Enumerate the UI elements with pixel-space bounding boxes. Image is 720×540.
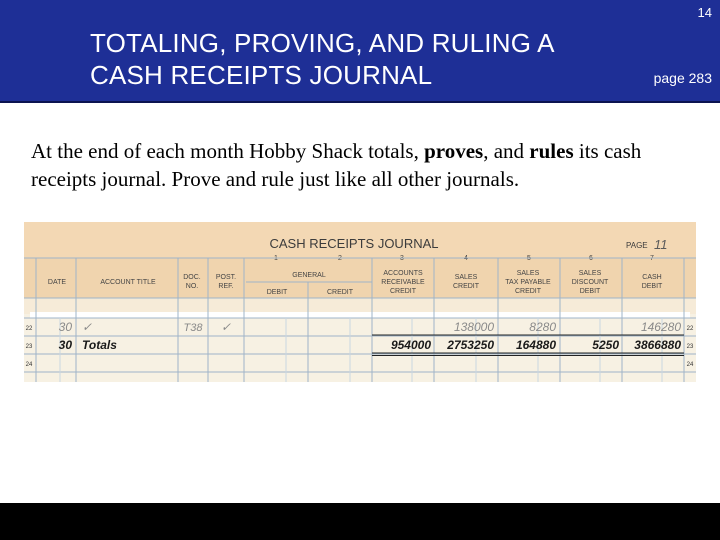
header-sdd-2: DISCOUNT — [571, 279, 609, 286]
body-text-part-1: At the end of each month Hobby Shack totals, — [31, 139, 425, 163]
body-bold-rules: rules — [529, 139, 574, 163]
header-general-credit: CREDIT — [326, 289, 354, 296]
line-number-24: 24 — [25, 362, 33, 368]
journal-page-label: PAGE — [626, 241, 648, 250]
header-sales-2: CREDIT — [452, 283, 480, 290]
header-doc-no-1: DOC. — [183, 274, 201, 281]
row-22-doc: T38 — [183, 322, 203, 334]
header-post-ref-2: REF. — [218, 283, 234, 290]
slide-title-line-2: CASH RECEIPTS JOURNAL — [90, 60, 433, 90]
page-reference: page 283 — [653, 70, 712, 86]
header-sdd-3: DEBIT — [579, 288, 601, 295]
col-number-2: 2 — [338, 255, 342, 262]
row-22-post-check: ✓ — [220, 320, 232, 334]
line-number-23-right: 23 — [686, 344, 694, 350]
row-22-cash-debit: 146280 — [640, 320, 681, 334]
header-ar-2: RECEIVABLE — [381, 279, 425, 286]
journal-highlight-strip — [30, 312, 690, 318]
line-number-24-right: 24 — [686, 362, 694, 368]
header-general: GENERAL — [292, 272, 326, 279]
col-number-6: 6 — [589, 255, 593, 262]
col-number-4: 4 — [464, 255, 468, 262]
col-number-5: 5 — [527, 255, 531, 262]
header-sales-1: SALES — [454, 274, 478, 281]
journal-page-number: 11 — [654, 237, 668, 252]
body-paragraph — [31, 137, 701, 193]
slide-title — [90, 27, 555, 91]
body-text-part-3: its cash receipts journal. Prove and rule just like all other journals. — [31, 139, 642, 191]
cash-receipts-journal — [24, 222, 696, 382]
row-23-ar-credit: 954000 — [390, 338, 431, 352]
row-23-totals-label: Totals — [82, 338, 117, 352]
slide-number: 14 — [697, 5, 712, 20]
row-22-tax-credit: 8280 — [529, 320, 556, 334]
col-number-7: 7 — [650, 255, 654, 262]
header-stp-2: TAX PAYABLE — [505, 279, 551, 286]
row-23-sales-credit: 2753250 — [447, 338, 494, 352]
header-cash-1: CASH — [642, 274, 662, 281]
header-stp-3: CREDIT — [514, 288, 542, 295]
body-bold-proves: proves — [424, 139, 484, 163]
row-22-account-check: ✓ — [82, 320, 93, 334]
journal-title: CASH RECEIPTS JOURNAL — [269, 236, 439, 251]
header-date: DATE — [47, 279, 67, 286]
header-doc-no-2: NO. — [185, 283, 199, 290]
footer-bar — [0, 503, 720, 540]
row-22-sales-credit: 138000 — [453, 320, 494, 334]
journal-spacer-band — [24, 298, 696, 314]
title-bar — [0, 0, 720, 103]
row-23-discount-debit: 5250 — [592, 338, 619, 352]
line-number-22: 22 — [25, 326, 33, 332]
row-23-day: 30 — [58, 338, 72, 352]
col-number-1: 1 — [274, 255, 278, 262]
body-text-part-2: , and — [483, 139, 530, 163]
row-23-cash-debit: 3866880 — [634, 338, 681, 352]
slide-title-line-1: TOTALING, PROVING, AND RULING A — [90, 28, 555, 58]
line-number-23: 23 — [25, 344, 33, 350]
header-stp-1: SALES — [516, 270, 540, 277]
header-post-ref-1: POST. — [215, 274, 237, 281]
header-ar-1: ACCOUNTS — [383, 270, 423, 277]
col-number-3: 3 — [400, 255, 404, 262]
header-sdd-1: SALES — [578, 270, 602, 277]
row-22-day: 30 — [58, 320, 72, 334]
row-23-tax-credit: 164880 — [515, 338, 556, 352]
header-ar-3: CREDIT — [389, 288, 417, 295]
header-account-title: ACCOUNT TITLE — [100, 279, 156, 286]
header-cash-2: DEBIT — [641, 283, 663, 290]
line-number-22-right: 22 — [686, 326, 694, 332]
header-general-debit: DEBIT — [266, 289, 288, 296]
